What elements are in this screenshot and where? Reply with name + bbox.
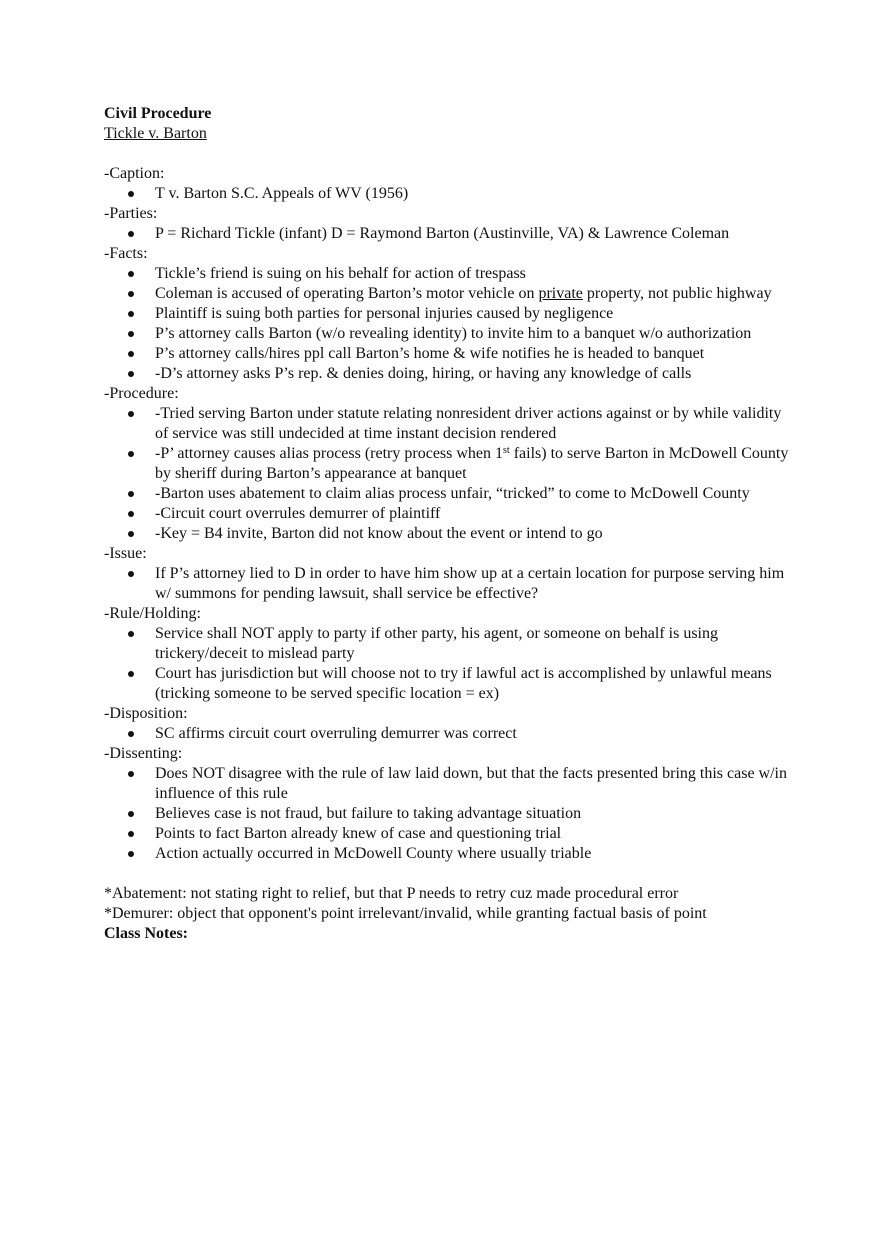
class-notes-heading: Class Notes: [104, 925, 188, 942]
bullet-icon [128, 271, 134, 277]
document-page [104, 104, 794, 944]
bullet-icon [128, 811, 134, 817]
bullet-icon [128, 451, 134, 457]
list-item: Action actually occurred in McDowell County where usually triable [104, 844, 794, 864]
section-heading: -Facts: [104, 245, 148, 262]
list-item: -Circuit court overrules demurrer of plaintiff [104, 504, 794, 524]
bullet-icon [128, 731, 134, 737]
bullet-icon [128, 231, 134, 237]
bullet-icon [128, 291, 134, 297]
bullet-icon [128, 511, 134, 517]
bullet-icon [128, 371, 134, 377]
bullet-list [104, 404, 794, 544]
section-heading: -Issue: [104, 545, 147, 562]
bullet-icon [128, 631, 134, 637]
section-procedure [104, 384, 794, 544]
bullet-icon [128, 571, 134, 577]
section-heading: -Parties: [104, 205, 158, 222]
section-heading: -Caption: [104, 165, 165, 182]
bullet-icon [128, 191, 134, 197]
bullet-list [104, 764, 794, 864]
list-item: T v. Barton S.C. Appeals of WV (1956) [104, 184, 794, 204]
section-disposition [104, 704, 794, 744]
list-item: Tickle’s friend is suing on his behalf for action of trespass [104, 264, 794, 284]
list-item [104, 444, 794, 484]
bullet-icon [128, 351, 134, 357]
bullet-icon [128, 851, 134, 857]
section-heading: -Disposition: [104, 705, 188, 722]
bullet-list [104, 564, 794, 604]
list-item: SC affirms circuit court overruling demurrer was correct [104, 724, 794, 744]
bullet-list [104, 624, 794, 704]
list-item: P = Richard Tickle (infant) D = Raymond Barton (Austinville, VA) & Lawrence Coleman [104, 224, 794, 244]
bullet-list [104, 724, 794, 744]
section-heading: -Dissenting: [104, 745, 183, 762]
bullet-icon [128, 671, 134, 677]
bullet-list [104, 224, 794, 244]
note-demurer: *Demurer: object that opponent's point irrelevant/invalid, while granting factual basis of point [104, 905, 707, 922]
list-item: Service shall NOT apply to party if other party, his agent, or someone on behalf is using trickery/deceit to mislead party [104, 624, 794, 664]
bullet-icon [128, 771, 134, 777]
list-item: Points to fact Barton already knew of case and questioning trial [104, 824, 794, 844]
bullet-icon [128, 491, 134, 497]
bullet-icon [128, 311, 134, 317]
section-dissenting [104, 744, 794, 864]
bullet-list [104, 264, 794, 384]
document-title: Civil Procedure [104, 105, 212, 122]
list-item: -Tried serving Barton under statute relating nonresident driver actions against or by while validity of service was still undecided at time instant decision rendered [104, 404, 794, 444]
list-item: -D’s attorney asks P’s rep. & denies doing, hiring, or having any knowledge of calls [104, 364, 794, 384]
bullet-icon [128, 411, 134, 417]
bullet-icon [128, 331, 134, 337]
list-item: -Barton uses abatement to claim alias process unfair, “tricked” to come to McDowell County [104, 484, 794, 504]
bullet-list [104, 184, 794, 204]
list-item [104, 284, 794, 304]
section-facts [104, 244, 794, 384]
bullet-icon [128, 831, 134, 837]
spacer [104, 864, 794, 884]
list-item: P’s attorney calls/hires ppl call Barton’s home & wife notifies he is headed to banquet [104, 344, 794, 364]
list-item: Court has jurisdiction but will choose not to try if lawful act is accomplished by unlawful means (tricking someone to be served specific location = ex) [104, 664, 794, 704]
list-item: -Key = B4 invite, Barton did not know about the event or intend to go [104, 524, 794, 544]
case-name: Tickle v. Barton [104, 125, 207, 142]
section-issue [104, 544, 794, 604]
section-rule-holding [104, 604, 794, 704]
bullet-icon [128, 531, 134, 537]
list-item: P’s attorney calls Barton (w/o revealing identity) to invite him to a banquet w/o authorization [104, 324, 794, 344]
note-abatement: *Abatement: not stating right to relief, but that P needs to retry cuz made procedural error [104, 885, 679, 902]
procedure-alias-process-item: -P’ attorney causes alias process (retry process when 1st fails) to serve Barton in McDowell County by sheriff during Barton’s appearance at banquet [155, 445, 789, 482]
list-item: Believes case is not fraud, but failure to taking advantage situation [104, 804, 794, 824]
facts-item-private-property: Coleman is accused of operating Barton’s motor vehicle on private property, not public highway [155, 285, 772, 302]
section-heading: -Rule/Holding: [104, 605, 201, 622]
list-item: If P’s attorney lied to D in order to have him show up at a certain location for purpose serving him w/ summons for pending lawsuit, shall service be effective? [104, 564, 794, 604]
spacer [104, 144, 794, 164]
underlined-word: private [538, 285, 583, 302]
section-heading: -Procedure: [104, 385, 179, 402]
list-item: Plaintiff is suing both parties for personal injuries caused by negligence [104, 304, 794, 324]
section-caption [104, 164, 794, 204]
section-parties [104, 204, 794, 244]
list-item: Does NOT disagree with the rule of law laid down, but that the facts presented bring this case w/in influence of this rule [104, 764, 794, 804]
ordinal-superscript: st [503, 445, 510, 456]
